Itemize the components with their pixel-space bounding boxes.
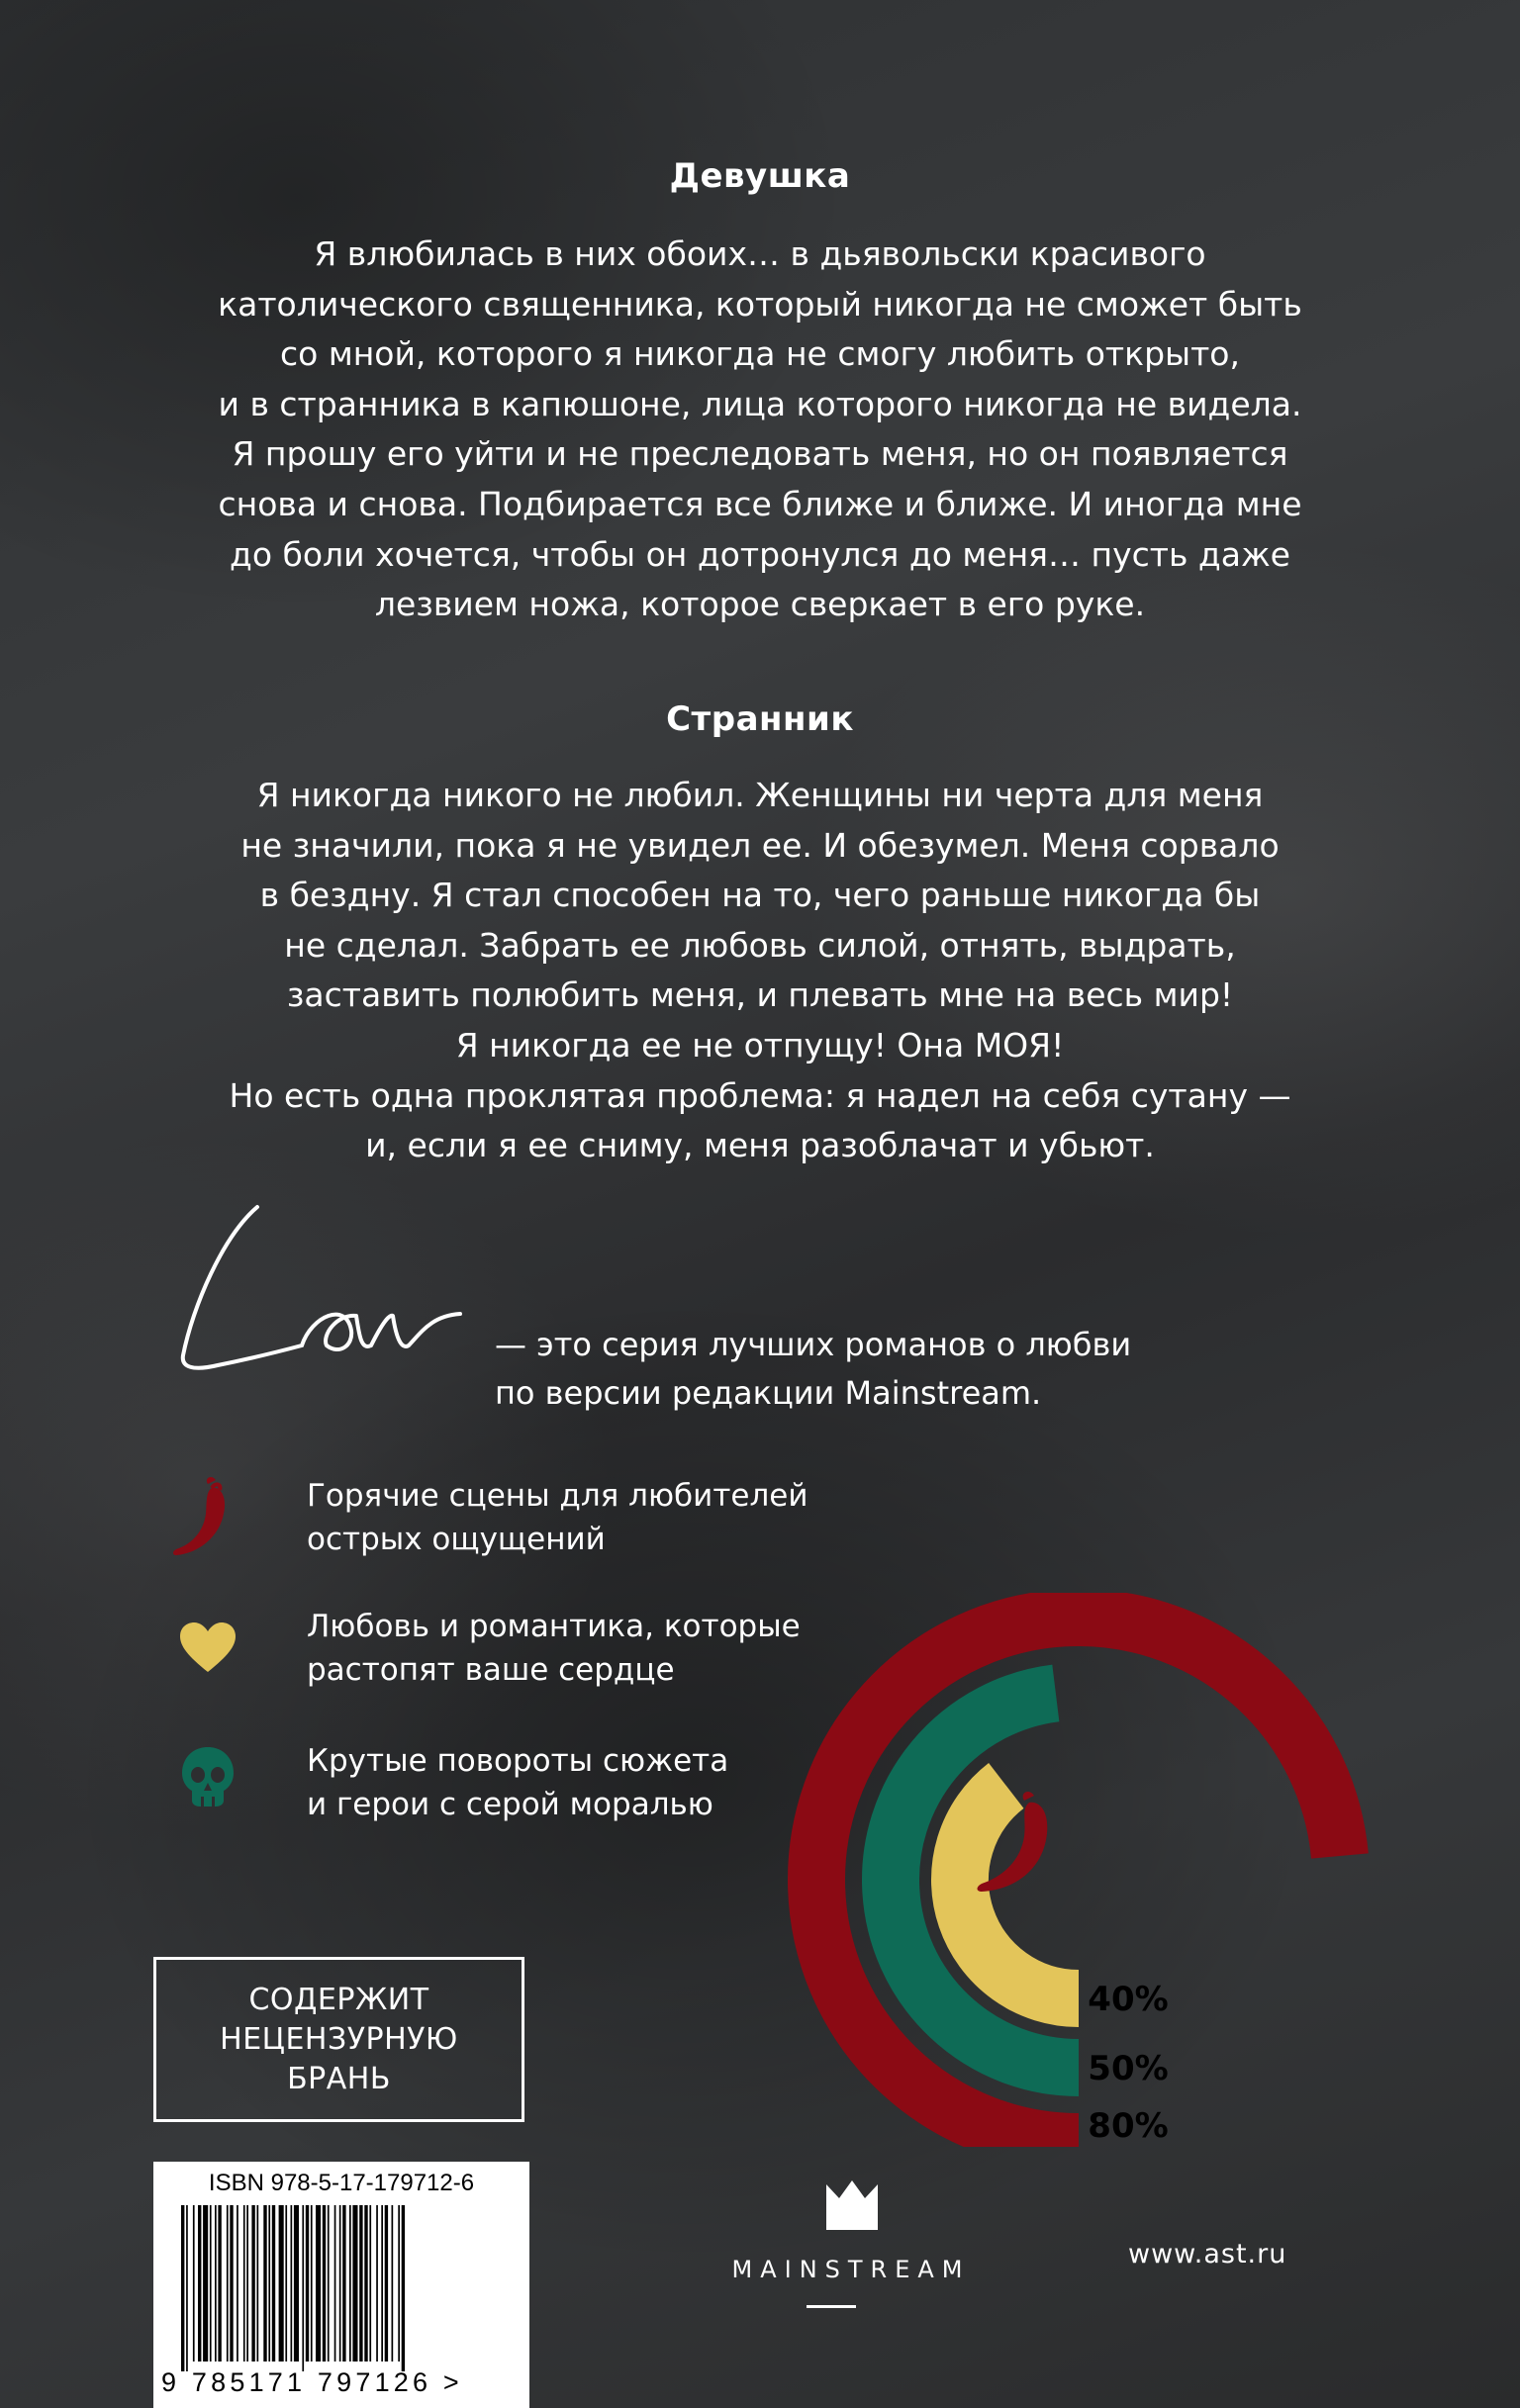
text-line: со мной, которого я никогда не смогу любить открыто, xyxy=(280,334,1240,374)
warning-line: БРАНЬ xyxy=(287,2061,391,2096)
barcode-bars xyxy=(181,2205,508,2371)
series-description-line: по версии редакции Mainstream. xyxy=(495,1374,1042,1412)
gauge-chart xyxy=(772,1593,1385,2151)
publisher-logo xyxy=(688,2176,1014,2295)
barcode-digits: 9 785171 797126 > xyxy=(161,2367,463,2397)
section-text-wanderer xyxy=(0,771,1520,1171)
gauge-label: 50% xyxy=(1088,2049,1169,2088)
feature-hot-scenes xyxy=(158,1474,871,1583)
heart-icon xyxy=(178,1621,238,1678)
feature-plot-twists xyxy=(158,1739,871,1848)
feature-line: и герои с серой моралью xyxy=(307,1787,713,1822)
text-line: Я никогда никого не любил. Женщины ни черта для меня xyxy=(256,776,1264,814)
feature-text xyxy=(307,1739,728,1826)
crown-icon xyxy=(822,2176,882,2236)
text-line: и в странника в капюшоне, лица которого никогда не видела. xyxy=(218,384,1302,423)
section-title-wanderer: Странник xyxy=(666,699,854,739)
series-description-line: — это серия лучших романов о любви xyxy=(495,1326,1132,1363)
warning-line: СОДЕРЖИТ xyxy=(248,1982,429,2017)
warning-line: НЕЦЕНЗУРНУЮ xyxy=(220,2021,458,2057)
feature-line: Любовь и романтика, которые xyxy=(307,1609,801,1644)
gauge-arc-40% xyxy=(960,1786,1079,1998)
text-line: Но есть одна проклятая проблема: я надел на себя сутану — xyxy=(229,1075,1291,1115)
text-line: снова и снова. Подбирается все ближе и ближе. И иногда мне xyxy=(218,484,1302,523)
skull-icon xyxy=(180,1745,236,1814)
text-line: не сделал. Забрать ее любовь силой, отнять, выдрать, xyxy=(284,925,1236,965)
text-line: Я прошу его уйти и не преследовать меня, но он появляется xyxy=(232,434,1288,474)
feature-text xyxy=(307,1605,801,1692)
series-description xyxy=(495,1321,1131,1418)
isbn-label: ISBN 978-5-17-179712-6 xyxy=(208,2170,475,2196)
barcode-box xyxy=(153,2162,529,2408)
publisher-underline xyxy=(807,2305,856,2308)
feature-line: острых ощущений xyxy=(307,1522,606,1557)
feature-line: Горячие сцены для любителей xyxy=(307,1478,808,1514)
gauge-label: 80% xyxy=(1088,2106,1169,2146)
gauge-label: 40% xyxy=(1088,1980,1169,2019)
text-line: заставить полюбить меня, и плевать мне на весь мир! xyxy=(286,975,1234,1015)
text-line: до боли хочется, чтобы он дотронулся до меня… пусть даже xyxy=(230,534,1290,574)
chili-pepper-icon xyxy=(168,1474,238,1567)
text-line: и, если я ее сниму, меня разоблачат и убьют. xyxy=(365,1126,1155,1165)
website-link[interactable]: www.ast.ru xyxy=(1128,2239,1287,2269)
text-line: не значили, пока я не увидел ее. И обезумел. Меня сорвало xyxy=(240,825,1280,865)
text-line: в бездну. Я стал способен на то, чего раньше никогда бы xyxy=(259,876,1261,915)
text-line: католического священника, который никогда не сможет быть xyxy=(218,284,1302,324)
feature-romance xyxy=(158,1605,871,1713)
feature-line: растопят ваше сердце xyxy=(307,1652,675,1688)
text-line: Я влюбилась в них обоих… в дьявольски красивого xyxy=(314,234,1206,273)
lav-series-logo xyxy=(163,1197,480,1389)
section-text-girl xyxy=(0,230,1520,630)
feature-line: Крутые повороты сюжета xyxy=(307,1743,729,1779)
feature-text xyxy=(307,1474,808,1561)
text-line: лезвием ножа, которое сверкает в его руке. xyxy=(374,585,1146,624)
publisher-name: MAINSTREAM xyxy=(731,2256,971,2283)
profanity-warning-box xyxy=(153,1957,524,2122)
section-title-girl: Девушка xyxy=(669,156,851,196)
text-line: Я никогда ее не отпущу! Она МОЯ! xyxy=(455,1025,1065,1065)
